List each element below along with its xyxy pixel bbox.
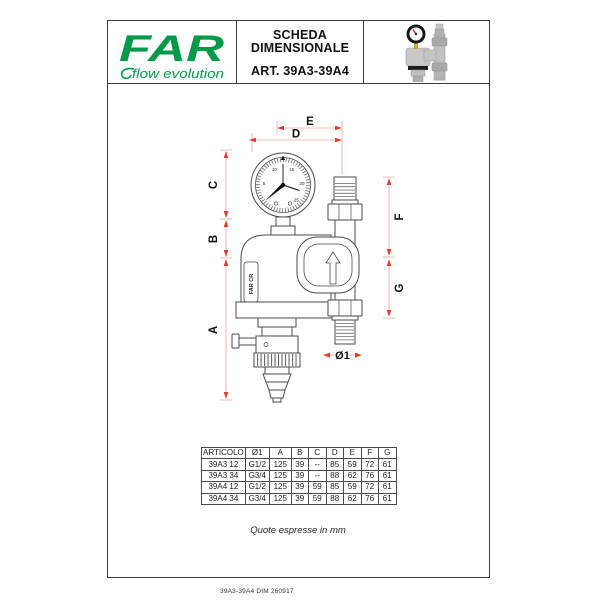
- drain-lever-cap: [232, 334, 239, 348]
- col-header: C: [308, 448, 326, 459]
- hose-barb: [263, 374, 291, 382]
- elbow-cartridge: [297, 237, 359, 293]
- dimension-c: [208, 151, 228, 218]
- dim-label-c: C: [208, 180, 220, 190]
- article-number: ART. 39A3-39A4: [251, 64, 349, 78]
- svg-text:15: 15: [289, 167, 295, 172]
- dim-label-diameter1: Ø1: [335, 350, 350, 362]
- dimension-diameter1: [323, 350, 362, 362]
- svg-text:20: 20: [299, 181, 305, 186]
- dim-label-g: G: [394, 283, 406, 293]
- title-cell: [237, 21, 363, 83]
- title-block: [108, 21, 489, 84]
- far-logo-text: FAR: [119, 28, 225, 69]
- dimension-b: [208, 220, 228, 257]
- col-header: E: [343, 448, 361, 459]
- table-row: 39A4 34 G3/4 125 39 59 88 62 76 61: [202, 493, 397, 504]
- table-row: 39A3 34 G3/4 125 39 -- 88 62 76 61: [202, 470, 397, 481]
- sheet-title-line1: SCHEDA: [273, 28, 327, 42]
- dimension-e: [277, 116, 342, 130]
- col-header: F: [361, 448, 378, 459]
- dimension-a: [208, 259, 228, 399]
- col-header: Ø1: [245, 448, 269, 459]
- table-row: 39A4 12 G1/2 125 39 59 85 59 72 61: [202, 482, 397, 493]
- col-header: G: [378, 448, 396, 459]
- dimension-g: [387, 259, 406, 317]
- product-photo: [364, 21, 489, 82]
- union-nut-top: [328, 204, 362, 220]
- logo-cell: [108, 21, 236, 83]
- col-header: D: [326, 448, 343, 459]
- col-header: ARTICOLO: [203, 448, 244, 458]
- svg-text:25: 25: [293, 197, 299, 203]
- dim-label-b: B: [208, 234, 220, 244]
- dim-label-f: F: [394, 213, 406, 221]
- product-photo-cell: [364, 21, 489, 83]
- dimension-table: [201, 447, 397, 505]
- pressure-gauge: [251, 153, 315, 235]
- dimension-d: [249, 129, 342, 143]
- col-header: B: [291, 448, 308, 459]
- sheet-title-line2: DIMENSIONALE: [250, 41, 350, 55]
- dim-label-d: D: [291, 128, 301, 141]
- union-nut-bottom: [328, 300, 362, 316]
- drain-assembly: [232, 318, 300, 402]
- document-code: 39A3-39A4 DIM 260917: [220, 588, 294, 595]
- dim-label-e: E: [306, 116, 314, 128]
- technical-drawing: [107, 83, 489, 445]
- photo-gauge-icon: [407, 25, 426, 50]
- logo-tagline: flow evolution: [132, 66, 224, 81]
- table-row: 39A3 12 G1/2 125 39 -- 85 59 72 61: [202, 459, 397, 470]
- body-brand-label: FAR CR: [249, 273, 255, 295]
- dimension-f: [387, 178, 406, 256]
- far-logo: [108, 21, 236, 83]
- table-header-row: [202, 448, 397, 459]
- svg-text:10: 10: [271, 167, 277, 172]
- units-note: Quote espresse in mm: [250, 525, 346, 536]
- dim-label-a: A: [208, 325, 220, 335]
- col-header: A: [269, 448, 291, 459]
- drain-ball-valve: [256, 336, 298, 353]
- svg-text:5: 5: [262, 181, 266, 186]
